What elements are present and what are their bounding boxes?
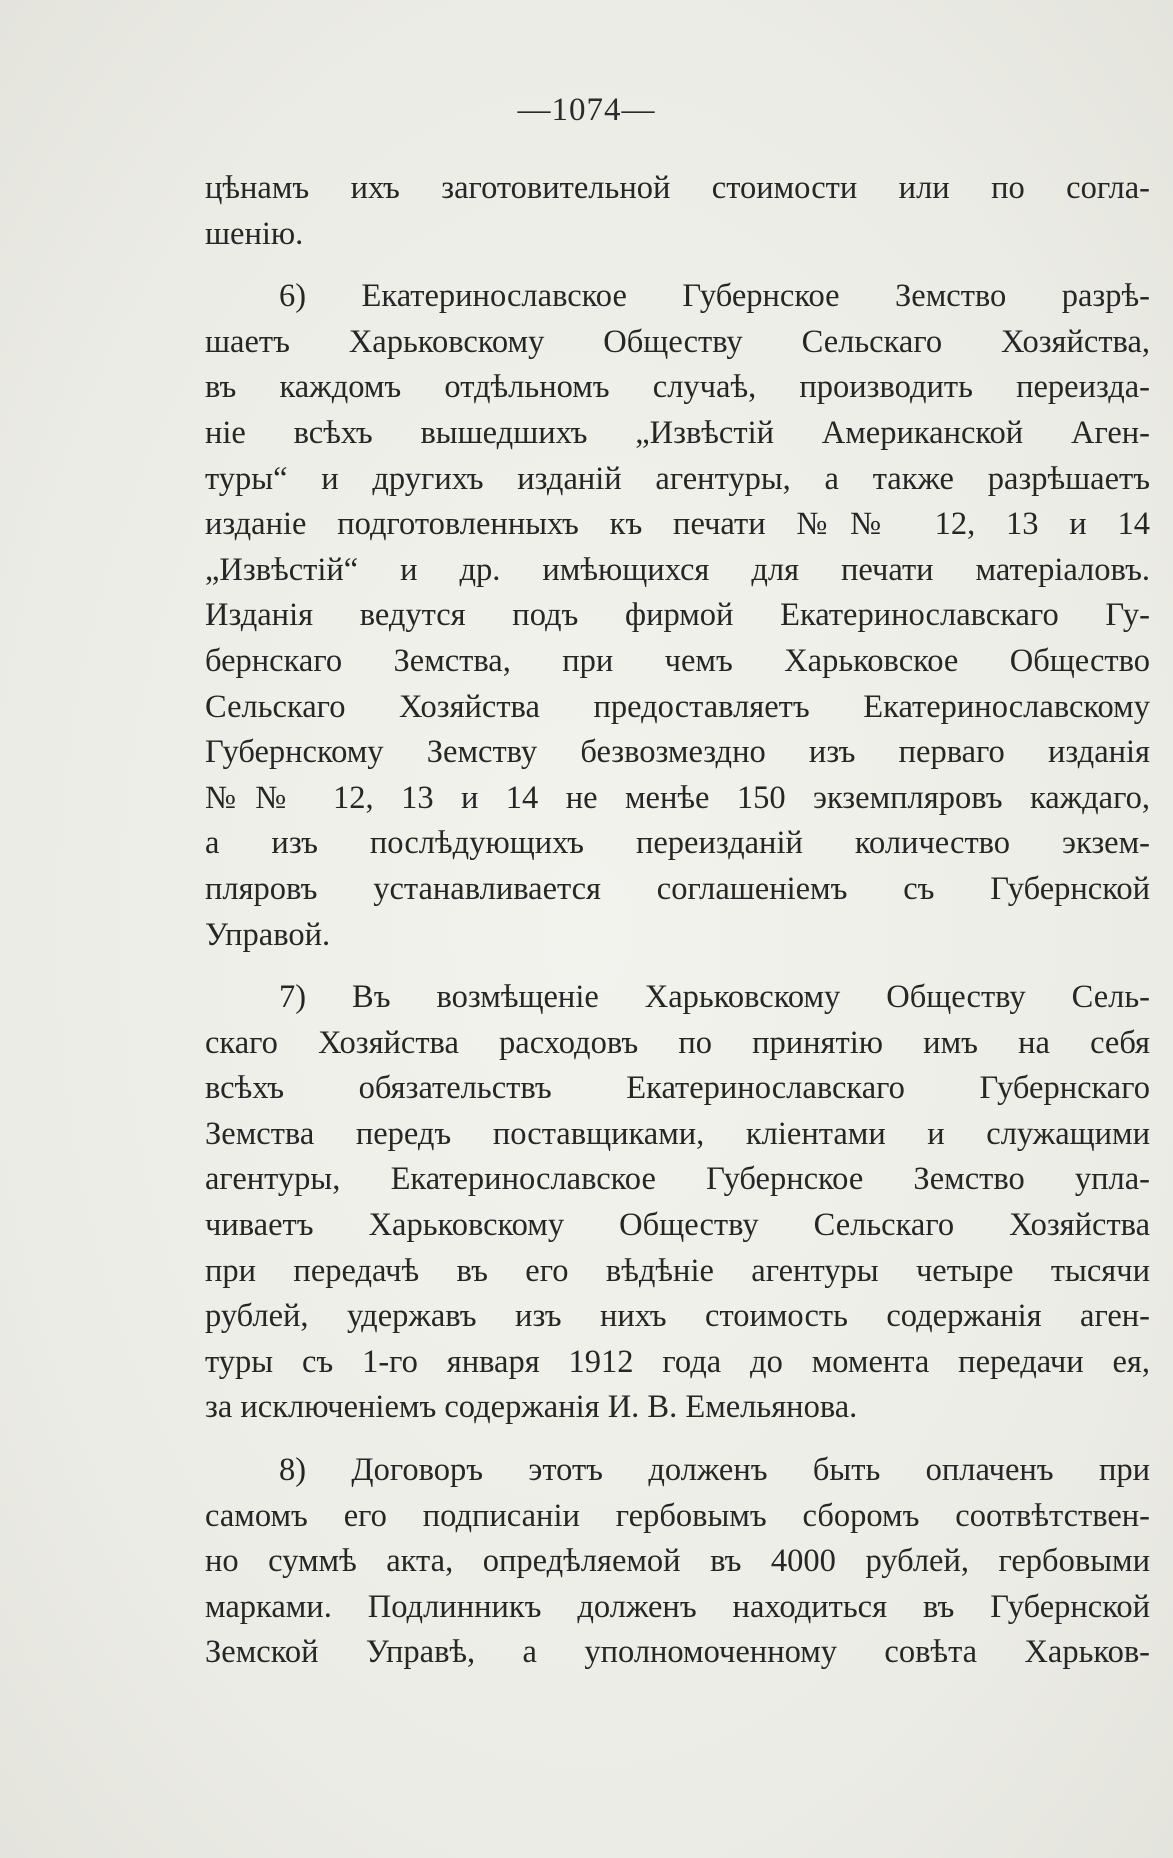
text-line: Земства передъ поставщиками, кліентами и служащими	[205, 1115, 1150, 1152]
text-line: „Извѣстій“ и др. имѣющихся для печати матеріаловъ.	[205, 551, 1150, 588]
text-line: шаетъ Харьковскому Обществу Сельскаго Хозяйства,	[205, 323, 1150, 360]
body-text	[205, 166, 1150, 1676]
text-line: марками. Подлинникъ долженъ находиться въ Губернской	[205, 1588, 1150, 1625]
text-line: самомъ его подписаніи гербовымъ сборомъ соотвѣтствен-	[205, 1497, 1150, 1534]
text-line: бернскаго Земства, при чемъ Харьковское Общество	[205, 642, 1150, 679]
text-line: №№ 12, 13 и 14 не менѣе 150 экземпляровъ каждаго,	[205, 779, 1150, 816]
paragraph-continued	[205, 166, 1150, 257]
text-line: Земской Управѣ, а уполномоченному совѣта Харьков-	[205, 1634, 1150, 1671]
text-line: но суммѣ акта, опредѣляемой въ 4000 рублей, гербовыми	[205, 1543, 1150, 1580]
text-line: 7) Въ возмѣщеніе Харьковскому Обществу Сель-	[279, 979, 1150, 1016]
text-line: агентуры, Екатеринославское Губернское Земство упла-	[205, 1161, 1150, 1198]
text-line: въ каждомъ отдѣльномъ случаѣ, производить переизда-	[205, 369, 1150, 406]
paragraph-6	[205, 274, 1150, 958]
text-line: а изъ послѣдующихъ переизданій количество экзем-	[205, 825, 1150, 862]
text-line: всѣхъ обязательствъ Екатеринославскаго Губернскаго	[205, 1070, 1150, 1107]
text-line: 6) Екатеринославское Губернское Земство разрѣ-	[279, 278, 1150, 315]
page-number: —1074—	[517, 92, 656, 128]
text-line: Губернскому Земству безвозмездно изъ перваго изданія	[205, 734, 1150, 771]
text-line: ніе всѣхъ вышедшихъ „Извѣстій Американской Аген-	[205, 414, 1150, 451]
text-line: шенію.	[205, 215, 304, 252]
text-line: рублей, удержавъ изъ нихъ стоимость содержанія аген-	[205, 1298, 1150, 1335]
paragraph-8	[205, 1448, 1150, 1676]
text-line: скаго Хозяйства расходовъ по принятію имъ на себя	[205, 1024, 1150, 1061]
paragraph-7	[205, 975, 1150, 1431]
text-line: за исключеніемъ содержанія И. В. Емельянова.	[205, 1389, 858, 1426]
text-line: при передачѣ въ его вѣдѣніе агентуры четыре тысячи	[205, 1252, 1150, 1289]
text-line: изданіе подготовленныхъ къ печати №№ 12, 13 и 14	[205, 506, 1150, 543]
text-line: чиваетъ Харьковскому Обществу Сельскаго Хозяйства	[205, 1207, 1150, 1244]
text-line: туры съ 1-го января 1912 года до момента передачи ея,	[205, 1343, 1150, 1380]
text-line: цѣнамъ ихъ заготовительной стоимости или по согла-	[205, 170, 1150, 206]
text-line: Изданія ведутся подъ фирмой Екатеринославскаго Гу-	[205, 597, 1150, 634]
text-line: Сельскаго Хозяйства предоставляетъ Екатеринославскому	[205, 688, 1150, 725]
text-line: Управой.	[205, 916, 331, 953]
text-line: 8) Договоръ этотъ долженъ быть оплаченъ при	[279, 1452, 1150, 1489]
text-line: туры“ и другихъ изданій агентуры, а также разрѣшаетъ	[205, 460, 1150, 497]
text-line: пляровъ устанавливается соглашеніемъ съ Губернской	[205, 870, 1150, 907]
